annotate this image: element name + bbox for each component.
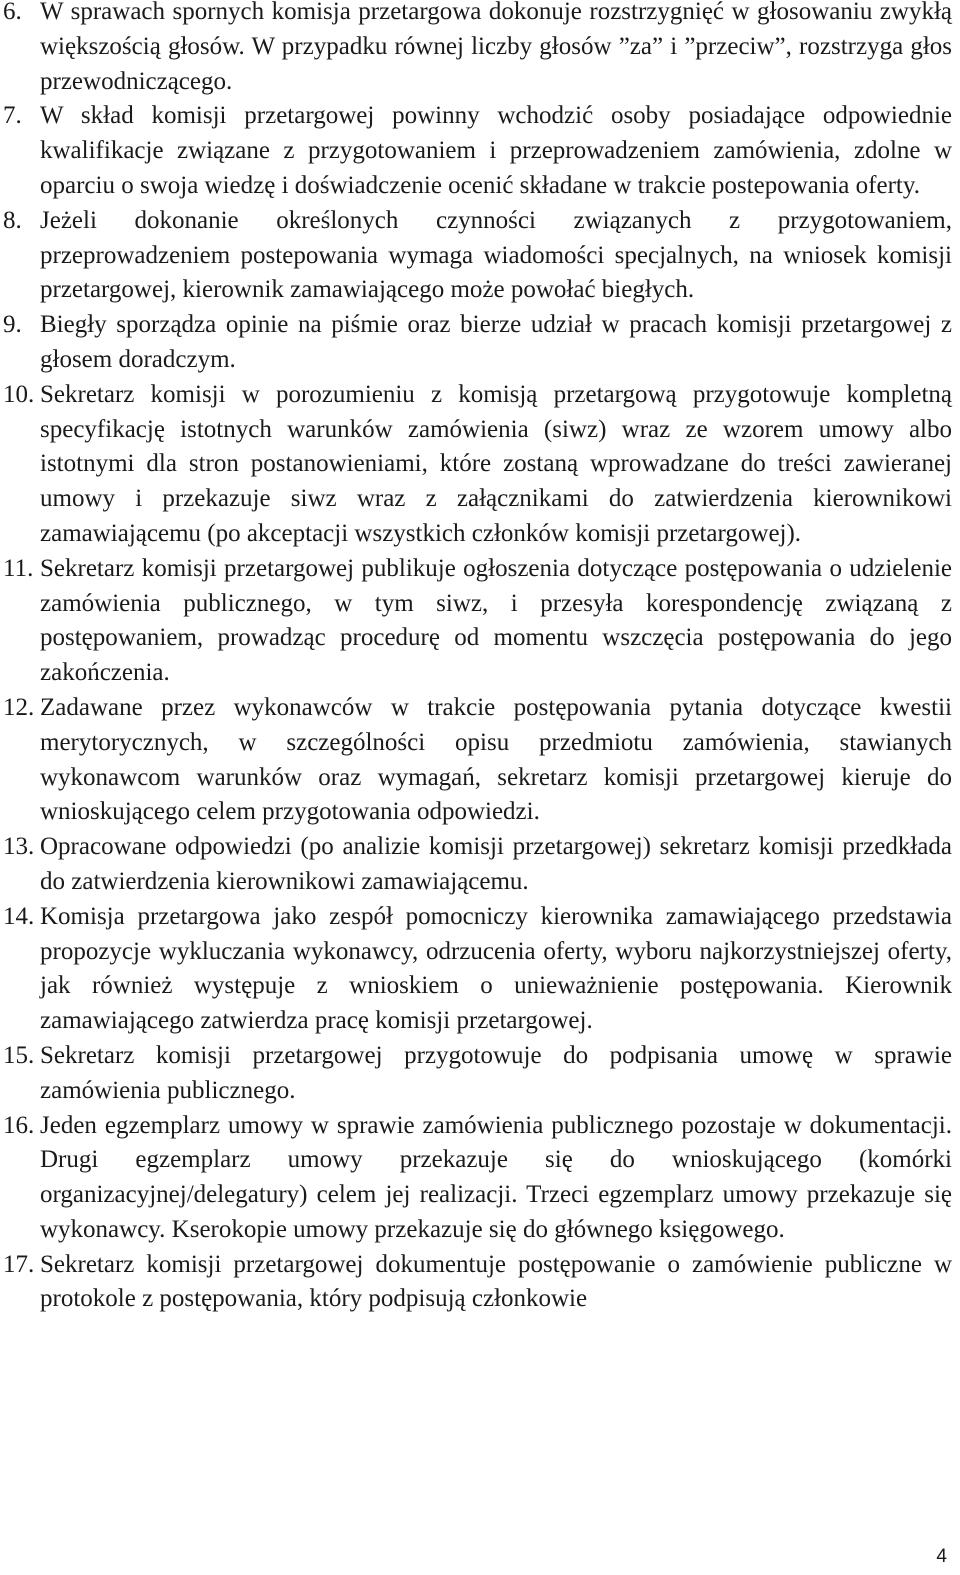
list-item [3, 1248, 952, 1318]
list-item [3, 1039, 952, 1109]
list-item [3, 0, 952, 99]
list-item-number: 9. [3, 311, 22, 339]
list-item-text: Komisja przetargowa jako zespół pomocniczy kierownika zamawiającego przedstawia propozycje wykluczania wykonawcy, odrzucenia oferty, wyboru najkorzystniejszej oferty, jak również występuje z wnioskiem o unieważnienie postępowania. Kierownik zamawiającego zatwierdza pracę komisji przetargowej. [40, 902, 952, 1035]
list-item-number: 14. [3, 902, 35, 930]
list-item-text: Zadawane przez wykonawców w trakcie postępowania pytania dotyczące kwestii merytorycznych, w szczególności opisu przedmiotu zamówienia, stawianych wykonawcom warunków oraz wymagań, sekretarz komisji przetargowej kieruje do wnioskującego celem przygotowania odpowiedzi. [40, 693, 952, 826]
list-item-number: 17. [3, 1250, 35, 1278]
list-item-number: 7. [3, 102, 22, 130]
list-item [3, 204, 952, 308]
list-item [3, 1109, 952, 1248]
list-item-text: Sekretarz komisji przetargowej przygotowuje do podpisania umowę w sprawie zamówienia publicznego. [40, 1041, 952, 1104]
list-item [3, 552, 952, 691]
list-item-text: Opracowane odpowiedzi (po analizie komisji przetargowej) sekretarz komisji przedkłada do zatwierdzenia kierownikowi zamawiającemu. [40, 833, 952, 895]
list-item [3, 900, 952, 1039]
list-item [3, 99, 952, 203]
list-item-text: Jeden egzemplarz umowy w sprawie zamówienia publicznego pozostaje w dokumentacji. Drugi egzemplarz umowy przekazuje się do wnioskującego (komórki organizacyjnej/delegatury) celem jej realizacji. Trzeci egzemplarz umowy przekazuje się wykonawcy. Kserokopie umowy przekazuje się do głównego księgowego. [40, 1111, 952, 1243]
list-item [3, 308, 952, 378]
list-item-number: 16. [3, 1111, 35, 1139]
list-item-number: 15. [3, 1041, 35, 1069]
list-item-text: W sprawach spornych komisja przetargowa dokonuje rozstrzygnięć w głosowaniu zwykłą większością głosów. W przypadku równej liczby głosów ”za” i ”przeciw”, rozstrzyga głos przewodniczącego. [40, 0, 952, 95]
numbered-list [3, 0, 952, 1317]
page-number: 4 [936, 1546, 947, 1567]
list-item-number: 6. [3, 0, 22, 25]
list-item-text: Sekretarz komisji przetargowej dokumentuje postępowanie o zamówienie publiczne w protokole z postępowania, który podpisują członkowie [40, 1250, 952, 1313]
list-item [3, 830, 952, 900]
list-item-number: 8. [3, 206, 22, 234]
list-item-number: 12. [3, 693, 35, 721]
list-item-number: 13. [3, 833, 35, 861]
list-item-text: W skład komisji przetargowej powinny wchodzić osoby posiadające odpowiednie kwalifikacje związane z przygotowaniem i przeprowadzeniem zamówienia, zdolne w oparciu o swoja wiedzę i doświadczenie ocenić składane w trakcie postepowania oferty. [40, 102, 952, 199]
list-item-text: Jeżeli dokonanie określonych czynności związanych z przygotowaniem, przeprowadzeniem postepowania wymaga wiadomości specjalnych, na wniosek komisji przetargowej, kierownik zamawiającego może powołać biegłych. [40, 206, 952, 304]
list-item [3, 378, 952, 552]
list-item-text: Sekretarz komisji przetargowej publikuje ogłoszenia dotyczące postępowania o udzielenie zamówienia publicznego, w tym siwz, i przesyła korespondencję związaną z postępowaniem, prowadząc procedurę od momentu wszczęcia postępowania do jego zakończenia. [40, 554, 952, 687]
list-item-text: Biegły sporządza opinie na piśmie oraz bierze udział w pracach komisji przetargowej z głosem doradczym. [40, 311, 952, 373]
list-item-number: 10. [3, 380, 35, 408]
list-item-text: Sekretarz komisji w porozumieniu z komisją przetargową przygotowuje kompletną specyfikację istotnych warunków zamówienia (siwz) wraz ze wzorem umowy albo istotnymi dla stron postanowieniami, które zostaną wprowadzane do treści zawieranej umowy i przekazuje siwz wraz z załącznikami do zatwierdzenia kierownikowi zamawiającemu (po akceptacji wszystkich członków komisji przetargowej). [40, 380, 952, 547]
list-item-number: 11. [3, 554, 34, 582]
list-item [3, 691, 952, 830]
